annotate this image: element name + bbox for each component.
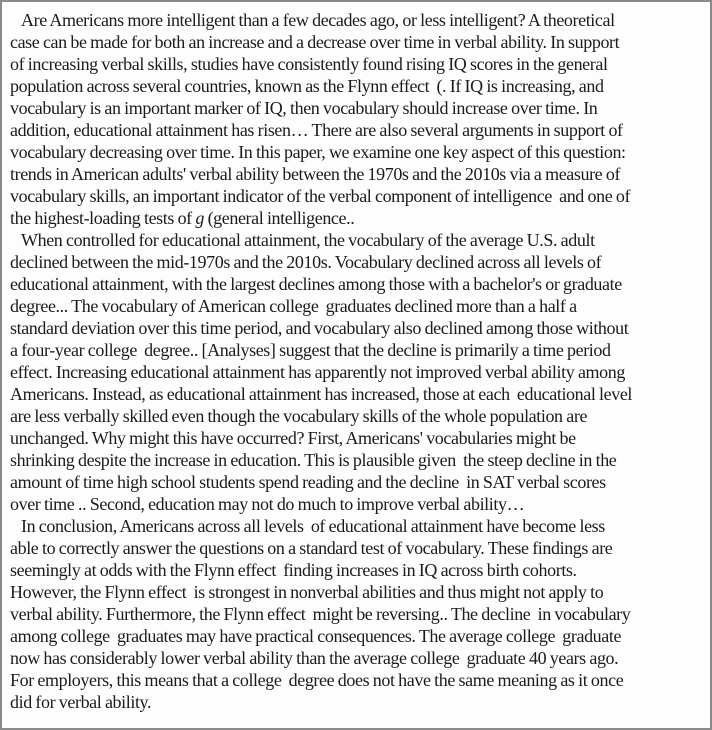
- text-line: declined between the mid-1970s and the 2010s. Vocabulary declined across all levels of: [10, 252, 602, 272]
- text-line: are less verbally skilled even though the vocabulary skills of the whole population are: [10, 406, 588, 426]
- text-line: did for verbal ability.: [10, 692, 152, 712]
- italic-g-term: g: [195, 208, 204, 228]
- text-line: standard deviation over this time period, and vocabulary also declined among those without: [10, 318, 629, 338]
- text-line: trends in American adults' verbal ability between the 1970s and the 2010s via a measure of: [10, 164, 621, 184]
- paragraph-2: [10, 229, 710, 515]
- text-line: effect. Increasing educational attainment has apparently not improved verbal ability among: [10, 362, 625, 382]
- paragraph-3: [10, 515, 710, 713]
- text-line: Americans. Instead, as educational attainment has increased, those at each educational level: [10, 384, 633, 404]
- text-line: When controlled for educational attainment, the vocabulary of the average U.S. adult: [21, 230, 595, 250]
- text-line: seemingly at odds with the Flynn effect finding increases in IQ across birth cohorts.: [10, 560, 577, 580]
- text-line: [10, 207, 710, 229]
- text-line: of increasing verbal skills, studies have consistently found rising IQ scores in the general: [10, 54, 608, 74]
- text-line: over time .. Second, education may not do much to improve verbal ability…: [10, 494, 525, 514]
- text-line: degree... The vocabulary of American college graduates declined more than a half a: [10, 296, 577, 316]
- text-line: vocabulary skills, an important indicator of the verbal component of intelligence and one of: [10, 186, 631, 206]
- text-line: However, the Flynn effect is strongest in nonverbal abilities and thus might not apply to: [10, 582, 604, 602]
- text-line: unchanged. Why might this have occurred? First, Americans' vocabularies might be: [10, 428, 576, 448]
- text-line: population across several countries, known as the Flynn effect (. If IQ is increasing, and: [10, 76, 604, 96]
- text-line: a four-year college degree.. [Analyses] suggest that the decline is primarily a time period: [10, 340, 611, 360]
- text-line: among college graduates may have practical consequences. The average college graduate: [10, 626, 622, 646]
- text-line: now has considerably lower verbal ability than the average college graduate 40 years ago.: [10, 648, 619, 668]
- text-segment: (general intelligence..: [203, 208, 355, 228]
- text-line: shrinking despite the increase in education. This is plausible given the steep decline in the: [10, 450, 617, 470]
- text-segment: the highest-loading tests of: [10, 208, 196, 228]
- text-line: educational attainment, with the largest declines among those with a bachelor's or graduate: [10, 274, 622, 294]
- text-line: verbal ability. Furthermore, the Flynn effect might be reversing.. The decline in vocabulary: [10, 604, 631, 624]
- text-line: able to correctly answer the questions on a standard test of vocabulary. These findings are: [10, 538, 613, 558]
- text-line: addition, educational attainment has risen… There are also several arguments in support of: [10, 120, 623, 140]
- text-line: case can be made for both an increase and a decrease over time in verbal ability. In support: [10, 32, 620, 52]
- text-line: In conclusion, Americans across all levels of educational attainment have become less: [21, 516, 605, 536]
- text-line: Are Americans more intelligent than a few decades ago, or less intelligent? A theoretical: [21, 10, 615, 30]
- text-line: vocabulary is an important marker of IQ, then vocabulary should increase over time. In: [10, 98, 598, 118]
- text-line: amount of time high school students spend reading and the decline in SAT verbal scores: [10, 472, 606, 492]
- paragraph-1: [10, 9, 710, 229]
- text-line: vocabulary decreasing over time. In this paper, we examine one key aspect of this question:: [10, 142, 626, 162]
- text-line: For employers, this means that a college degree does not have the same meaning as it once: [10, 670, 624, 690]
